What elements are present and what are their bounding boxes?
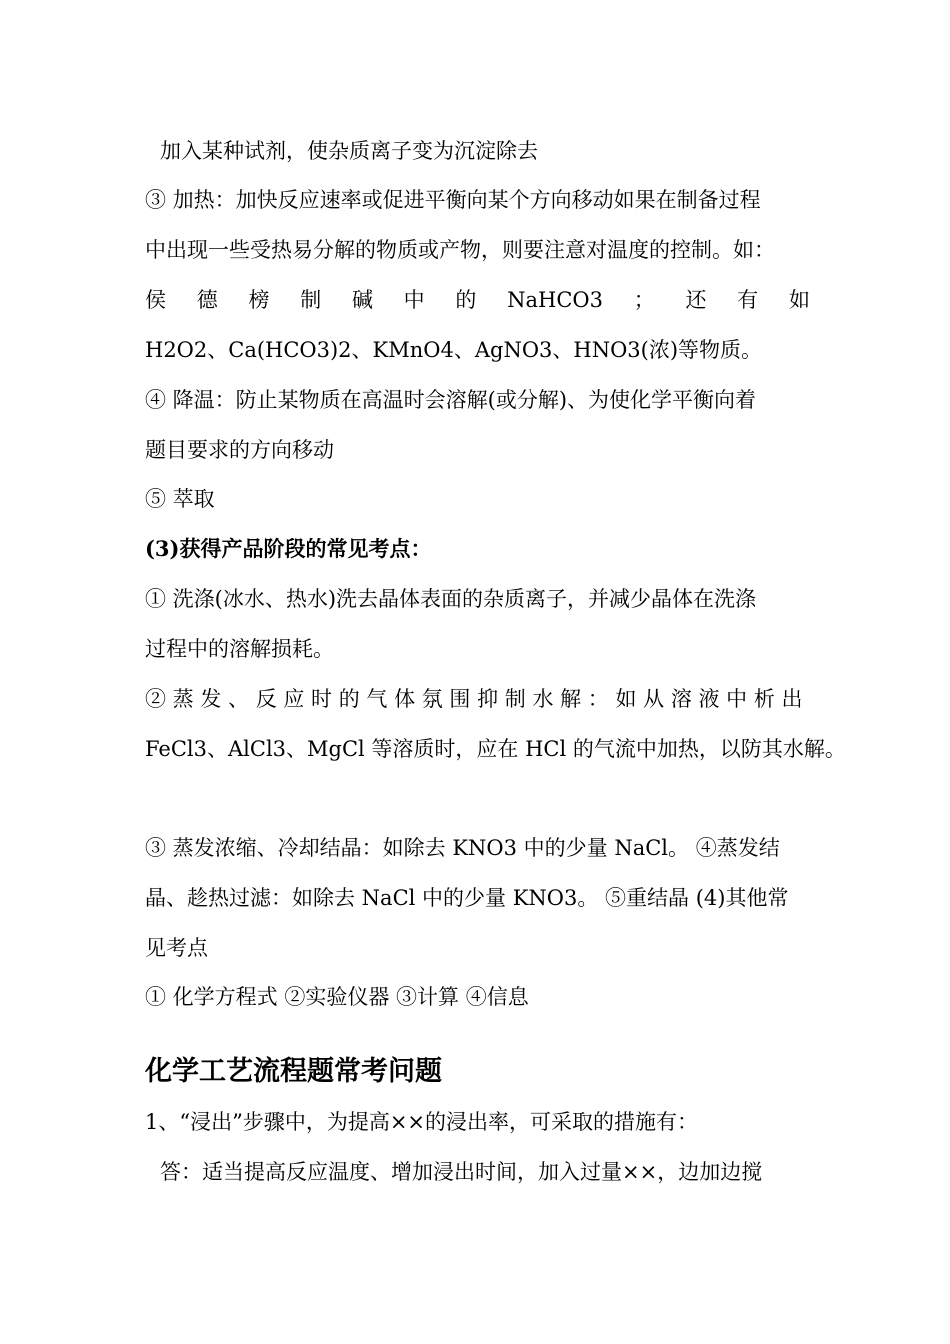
- section-heading-product-stage: (3)获得产品阶段的常见考点：: [145, 536, 432, 561]
- paragraph-heating: ③ 加热：加快反应速率或促进平衡向某个方向移动如果在制备过程: [145, 188, 761, 212]
- answer-1: 答：适当提高反应温度、增加浸出时间，加入过量××，边加边搅: [160, 1160, 763, 1184]
- paragraph-crystallization: ③ 蒸发浓缩、冷却结晶：如除去 KNO3 中的少量 NaCl。 ④蒸发结: [145, 836, 780, 860]
- paragraph-evaporation: ② 蒸 发 、 反 应 时 的 气 体 氛 围 抑 制 水 解 ： 如 从 溶 液 中 析 出: [145, 687, 803, 711]
- paragraph-washing: ① 洗涤(冰水、热水)洗去晶体表面的杂质离子，并减少晶体在洗涤: [145, 587, 757, 611]
- word: 如: [788, 288, 810, 312]
- question-1: 1、“浸出”步骤中，为提高××的浸出率，可采取的措施有：: [145, 1110, 699, 1134]
- paragraph-extraction: ⑤ 萃取: [145, 487, 215, 511]
- paragraph-heating-examples: [145, 286, 810, 314]
- section-heading-common-questions: 化学工艺流程题常考问题: [145, 1056, 442, 1087]
- word: 的: [455, 288, 477, 312]
- word: 德: [196, 288, 218, 312]
- word: 中: [403, 288, 425, 312]
- word: 有: [737, 288, 759, 312]
- word: 侯: [145, 288, 166, 312]
- word: 碱: [351, 288, 373, 312]
- paragraph-crystallization-cont: 晶、趁热过滤：如除去 NaCl 中的少量 KNO3。 ⑤重结晶 (4)其他常: [145, 886, 789, 910]
- paragraph-evaporation-cont: FeCl3、AlCl3、MgCl 等溶质时，应在 HCl 的气流中加热，以防其水解。: [145, 737, 846, 761]
- paragraph-cooling-cont: 题目要求的方向移动: [145, 438, 334, 462]
- word: 还: [685, 288, 707, 312]
- word: 制: [300, 288, 322, 312]
- word: ；: [633, 288, 655, 312]
- paragraph-heating-cont: 中出现一些受热易分解的物质或产物，则要注意对温度的控制。如：: [145, 238, 775, 262]
- paragraph-compounds: H2O2、Ca(HCO3)2、KMnO4、AgNO3、HNO3(浓)等物质。: [145, 338, 763, 362]
- paragraph-cooling: ④ 降温：防止某物质在高温时会溶解(或分解)、为使化学平衡向着: [145, 388, 757, 412]
- paragraph-precipitation: 加入某种试剂，使杂质离子变为沉淀除去: [160, 139, 538, 163]
- paragraph-washing-cont: 过程中的溶解损耗。: [145, 637, 334, 661]
- paragraph-other-points: 见考点: [145, 936, 208, 960]
- word: NaHCO3: [507, 288, 603, 312]
- paragraph-other-list: ① 化学方程式 ②实验仪器 ③计算 ④信息: [145, 985, 529, 1009]
- word: 榜: [248, 288, 270, 312]
